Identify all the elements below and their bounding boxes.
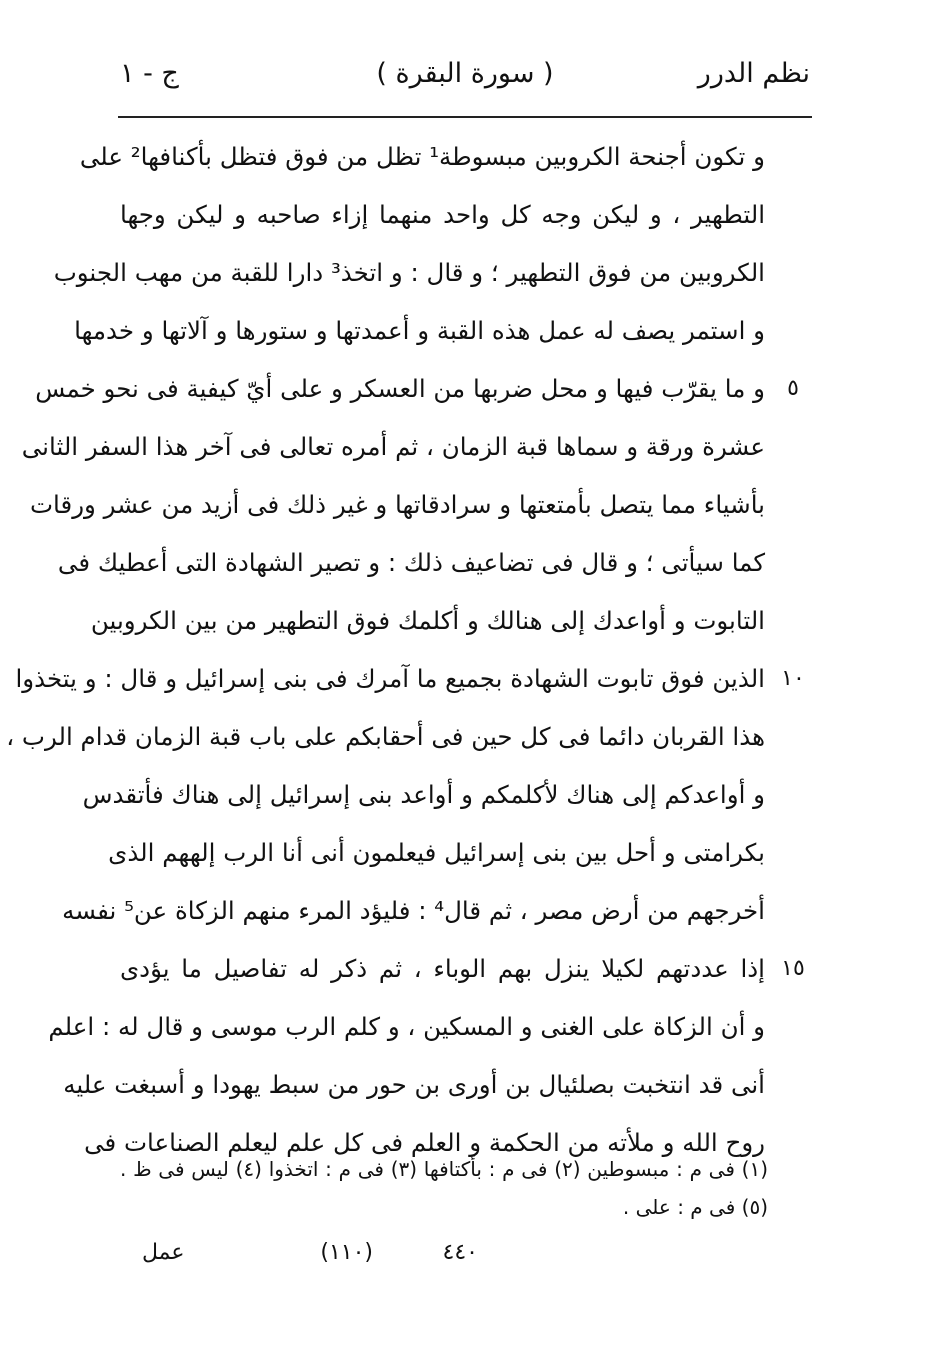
text-line: بكرامتى و أحل بين بنى إسرائيل فيعلمون أنى أنا الرب إلههم الذى	[108, 838, 765, 867]
header-rule	[118, 116, 812, 118]
text-line: و استمر يصف له عمل هذه القبة و أعمدتها و ستورها و آلاتها و خدمها	[74, 316, 765, 345]
text-line: التطهير ، و ليكن وجه كل واحد منهما إزاء صاحبه و ليكن وجها	[120, 200, 765, 229]
catchword: عمل	[142, 1240, 185, 1265]
main-text	[6, 128, 765, 1172]
text-line: أخرجهم من أرض مصر ، ثم قال⁴ : فليؤد المرء منهم الزكاة عن⁵ نفسه	[62, 896, 765, 925]
text-line: التابوت و أواعدك إلى هنالك و أكلمك فوق التطهير من بين الكروبين	[90, 606, 765, 635]
page-footer	[120, 1240, 768, 1280]
surah-title: ( سورة البقرة )	[376, 58, 554, 89]
signature-mark: (١١٠)	[320, 1240, 373, 1265]
text-line: و تكون أجنحة الكروبين مبسوطة¹ تظل من فوق فتظل بأكنافها² على	[79, 142, 765, 171]
text-line: و ما يقرّب فيها و محل ضربها من العسكر و على أيّ كيفية فى نحو خمس	[35, 374, 765, 403]
footnotes	[120, 1150, 768, 1226]
text-line: الكروبين من فوق التطهير ؛ و قال : و اتخذ³ دارا للقبة من مهب الجنوب	[53, 258, 765, 287]
text-line: كما سيأتى ؛ و قال فى تضاعيف ذلك : و تصير الشهادة التى أعطيك فى	[57, 548, 765, 577]
footnote-line: (٥) فى م : على .	[622, 1195, 768, 1219]
text-line: و أواعدكم إلى هناك لأكلمكم و أواعد بنى إسرائيل إلى هناك فأتقدس	[82, 780, 765, 809]
text-line: روح الله و ملأته من الحكمة و العلم فى كل علم ليعلم الصناعات فى	[84, 1128, 765, 1157]
running-header	[120, 58, 810, 108]
book-title: نظم الدرر	[697, 58, 810, 89]
volume-label: ج - ١	[120, 58, 179, 89]
text-line: الذين فوق تابوت الشهادة بجميع ما آمرك فى بنى إسرائيل و قال : و يتخذوا	[15, 664, 765, 693]
line-number: ١٥	[781, 956, 805, 981]
text-line: هذا القربان دائما فى كل حين فى أحقابكم على باب قبة الزمان قدام الرب ،	[6, 722, 765, 751]
page-number: ٤٤٠	[442, 1240, 478, 1265]
text-line: بأشياء مما يتصل بأمتعتها و سرادقاتها و غير ذلك فى أزيد من عشر ورقات	[29, 490, 765, 519]
text-line: عشرة ورقة و سماها قبة الزمان ، ثم أمره تعالى فى آخر هذا السفر الثانى	[21, 432, 765, 461]
footnote-line: (١) فى م : مبسوطين (٢) فى م : بأكتافها (٣) فى م : اتخذوا (٤) ليس فى ظ .	[120, 1157, 769, 1181]
line-number: ١٠	[781, 666, 805, 691]
text-line: أنى قد انتخبت بصلئيال بن أورى بن حور من سبط يهودا و أسبغت عليه	[63, 1070, 765, 1099]
text-line: إذا عددتهم لكيلا ينزل بهم الوباء ، ثم ذكر له تفاصيل ما يؤدى	[120, 954, 765, 983]
line-number: ٥	[787, 376, 799, 401]
text-line: و أن الزكاة على الغنى و المسكين ، و كلم الرب موسى و قال له : اعلم	[48, 1012, 765, 1041]
